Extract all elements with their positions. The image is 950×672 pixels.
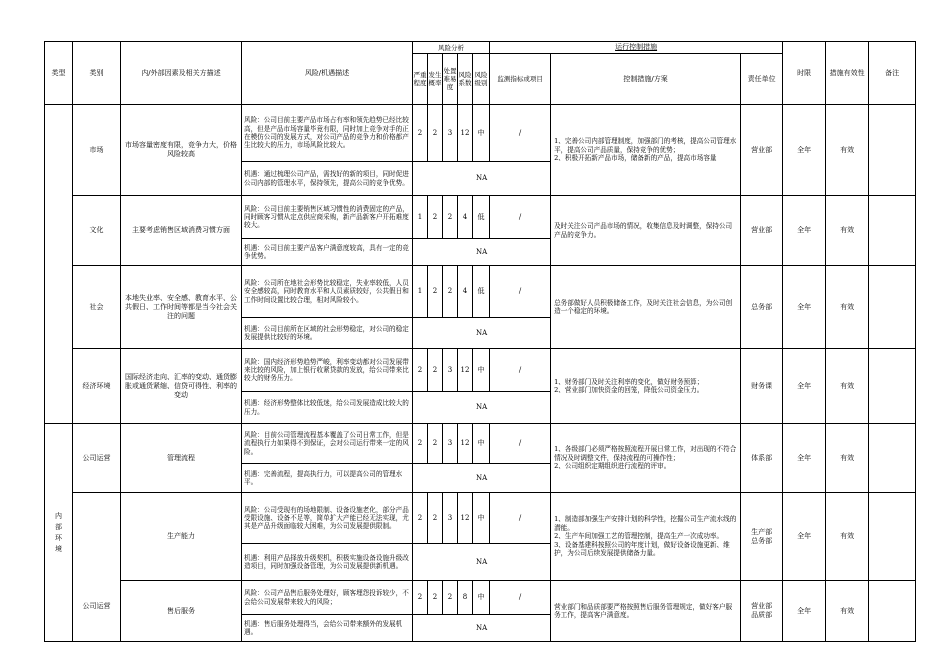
severity-cell: 2 (413, 581, 428, 615)
level-cell: 中 (473, 105, 490, 162)
factor-cell: 管理流程 (121, 424, 242, 493)
difficulty-cell: 2 (443, 581, 458, 615)
na-cell: NA (413, 162, 551, 196)
type-cell-internal: 内部环境 (45, 424, 73, 642)
risk-cell: 风险：公司目前主要销售区域习惯性的消费固定的产品，同时顾客习惯从定点供应商采购，新产品新客户开拓难度较大。 (242, 196, 413, 239)
probability-cell: 2 (428, 424, 443, 464)
opportunity-cell: 机遇：售后服务处理得当，会给公司带来额外的发展机遇。 (242, 615, 413, 642)
header-unit: 责任单位 (741, 54, 783, 105)
table-row (45, 493, 916, 544)
level-cell: 中 (473, 349, 490, 392)
level-cell: 中 (473, 493, 490, 544)
effectiveness-cell: 有效 (826, 266, 869, 349)
period-cell: 全年 (783, 424, 826, 493)
header-severity: 严重程度 (413, 54, 428, 105)
measures-cell: 营业部门和品质部要严格按照售后服务管理规定，做好客户服务工作，提高客户满意度。 (551, 581, 741, 642)
measures-cell: 1、各级部门必须严格按照流程开展日常工作，对出现的不符合情况及时调整文件，保持流程的可操作性； 2、公司组织定期组织进行流程的评审。 (551, 424, 741, 493)
factor-cell: 售后服务 (121, 581, 242, 642)
measures-cell: 1、财务部门及时关注利率的变化，做好财务预算； 2、营业部门加快资金的回笼，降低公司资金压力。 (551, 349, 741, 424)
opportunity-cell: 机遇：完善流程，提高执行力，可以提高公司的管理水平。 (242, 464, 413, 493)
level-cell: 中 (473, 424, 490, 464)
unit-cell: 总务部 (741, 266, 783, 349)
measures-cell: 总务部做好人员积极储备工作，及时关注社会信息，为公司创造一个稳定的环境。 (551, 266, 741, 349)
coefficient-cell: 12 (458, 105, 473, 162)
header-level: 风险级别 (473, 54, 490, 105)
period-cell: 全年 (783, 105, 826, 196)
header-remark: 备注 (869, 42, 916, 105)
category-cell: 经济环境 (73, 349, 121, 424)
period-cell: 全年 (783, 266, 826, 349)
coefficient-cell: 12 (458, 424, 473, 464)
na-cell: NA (413, 464, 551, 493)
opportunity-cell: 机遇：公司目前所在区域的社会形势稳定，对公司的稳定发展提供比较好的环境。 (242, 318, 413, 349)
monitor-cell: / (490, 424, 551, 464)
probability-cell: 2 (428, 196, 443, 239)
remark-cell (869, 493, 916, 581)
category-cell: 文化 (73, 196, 121, 266)
remark-cell (869, 349, 916, 424)
severity-cell: 2 (413, 493, 428, 544)
opportunity-cell: 机遇：通过梳理公司产品，需找好的新的项目，同时促进公司内部的管理水平，保持领先，提高公司的竞争优势。 (242, 162, 413, 196)
risk-cell: 风险：目前公司管理流程基本覆盖了公司日常工作，但是流程执行力如果得不到保证，会对公司运行带来一定的风险。 (242, 424, 413, 464)
header-factors: 内/外部因素及相关方描述 (121, 42, 242, 105)
table-row (45, 581, 916, 615)
difficulty-cell: 3 (443, 349, 458, 392)
factor-cell: 市场容量密度有限，竞争力大，价格风险较高 (121, 105, 242, 196)
monitor-cell: / (490, 266, 551, 318)
unit-cell: 营业部 品质部 (741, 581, 783, 642)
header-risk-desc: 风险/机遇描述 (242, 42, 413, 105)
severity-cell: 2 (413, 105, 428, 162)
na-cell: NA (413, 544, 551, 581)
coefficient-cell: 4 (458, 266, 473, 318)
period-cell: 全年 (783, 581, 826, 642)
opportunity-cell: 机遇：经济形势整体比较低迷，给公司发展造成比较大的压力。 (242, 392, 413, 424)
table-row (45, 196, 916, 239)
na-cell: NA (413, 392, 551, 424)
monitor-cell: / (490, 581, 551, 615)
opportunity-cell: 机遇：公司目前主要产品客户满意度较高，具有一定的竞争优势。 (242, 239, 413, 266)
difficulty-cell: 3 (443, 105, 458, 162)
table-row (45, 424, 916, 464)
category-cell: 公司运营 (73, 424, 121, 493)
unit-cell: 财务课 (741, 349, 783, 424)
header-coefficient: 风险系数 (458, 54, 473, 105)
period-cell: 全年 (783, 349, 826, 424)
header-monitor: 监测指标或项目 (490, 54, 551, 105)
monitor-cell: / (490, 105, 551, 162)
probability-cell: 2 (428, 493, 443, 544)
unit-cell: 体系部 (741, 424, 783, 493)
risk-cell: 风险：公司所在地社会形势比较稳定，失业率较低，人员安全感较高，同时教育水平和人员素质较好，公共假日和工作时间设置比较合理，相对风险较小。 (242, 266, 413, 318)
coefficient-cell: 4 (458, 196, 473, 239)
header-type: 类型 (45, 42, 73, 105)
effectiveness-cell: 有效 (826, 493, 869, 581)
unit-cell: 营业部 (741, 196, 783, 266)
header-control-group: 运行控制措施 (490, 42, 783, 54)
monitor-cell: / (490, 349, 551, 392)
level-cell: 低 (473, 266, 490, 318)
risk-cell: 风险：公司受现有的场地限制、设备设施老化，部分产品受限设施、设备不足等，简单扩大产能已经无法实现，尤其是产品升级面临较大困难，为公司发展提供限制。 (242, 493, 413, 544)
table-row (45, 266, 916, 318)
severity-cell: 1 (413, 196, 428, 239)
difficulty-cell: 3 (443, 424, 458, 464)
risk-table-sheet (44, 41, 915, 642)
effectiveness-cell: 有效 (826, 349, 869, 424)
header-measures: 控制措施/方案 (551, 54, 741, 105)
probability-cell: 2 (428, 581, 443, 615)
type-cell-external (45, 105, 73, 424)
header-period: 时限 (783, 42, 826, 105)
header-probability: 发生概率 (428, 54, 443, 105)
na-cell: NA (413, 239, 551, 266)
probability-cell: 2 (428, 266, 443, 318)
severity-cell: 1 (413, 266, 428, 318)
table-row (45, 349, 916, 392)
na-cell: NA (413, 615, 551, 642)
table-row (45, 105, 916, 162)
risk-control-table (44, 41, 916, 642)
opportunity-cell: 机遇：利用产品择放升级契机，积极实施设备设施升级改造项目，同时加强设备管理，为公司发展提供新机遇。 (242, 544, 413, 581)
probability-cell: 2 (428, 349, 443, 392)
coefficient-cell: 12 (458, 493, 473, 544)
risk-cell: 风险：公司目前主要产品市场占有率和领先趋势已经比较高，但是产品市场容量毕竟有限，同时加上竞争对手的正在模仿公司的发展方式，对公司产品的竞争力和价格都产生比较大的压力，市场风险比较大。 (242, 105, 413, 162)
difficulty-cell: 3 (443, 493, 458, 544)
difficulty-cell: 2 (443, 266, 458, 318)
remark-cell (869, 196, 916, 266)
effectiveness-cell: 有效 (826, 581, 869, 642)
measures-cell: 及时关注公司产品市场的情况，收集信息及时调整，保持公司产品的竞争力。 (551, 196, 741, 266)
difficulty-cell: 2 (443, 196, 458, 239)
category-cell: 公司运营 (73, 493, 121, 642)
period-cell: 全年 (783, 493, 826, 581)
header-effectiveness: 措施有效性 (826, 42, 869, 105)
coefficient-cell: 12 (458, 349, 473, 392)
header-difficulty: 处置难易度 (443, 54, 458, 105)
measures-cell: 1、完善公司内部管理制度，加强部门的考核，提高公司管理水平，提高公司产品质量，保持竞争的优势； 2、积极开拓新产品市场，储备新的产品，提高市场容量 (551, 105, 741, 196)
na-cell: NA (413, 318, 551, 349)
factor-cell: 主要考虑销售区域消费习惯方面 (121, 196, 242, 266)
measures-cell: 1、制造部加强生产安排计划的科学性，挖掘公司生产流水线的潜能。 2、生产车间加强工艺的管理控制，提高生产一次成功率。 3、设备基建科按照公司的年度计划，做好设备设施更新、维护，为公司后续发展提供储备力量。 (551, 493, 741, 581)
category-cell: 市场 (73, 105, 121, 196)
effectiveness-cell: 有效 (826, 424, 869, 493)
header-analysis-group: 风险分析 (413, 42, 490, 54)
severity-cell: 2 (413, 349, 428, 392)
factor-cell: 本地失业率、安全感、教育水平、公共假日、工作时间等都是当今社会关注的问题 (121, 266, 242, 349)
remark-cell (869, 266, 916, 349)
unit-cell: 生产部 总务部 (741, 493, 783, 581)
level-cell: 中 (473, 581, 490, 615)
effectiveness-cell: 有效 (826, 105, 869, 196)
unit-cell: 营业部 (741, 105, 783, 196)
risk-cell: 风险：国内经济形势趋势严峻，利率变动都对公司发展带来比较的风险，加上银行收紧贷款的发放，给公司带来比较大的财务压力。 (242, 349, 413, 392)
remark-cell (869, 105, 916, 196)
factor-cell: 国际经济走向、汇率的变动、通货膨胀或通货紧缩、信贷可得性、利率的变动 (121, 349, 242, 424)
level-cell: 低 (473, 196, 490, 239)
category-cell: 社会 (73, 266, 121, 349)
coefficient-cell: 8 (458, 581, 473, 615)
monitor-cell: / (490, 493, 551, 544)
risk-cell: 风险：公司产品售后服务处理好，顾客埋怨投诉较少，不会给公司发展带来较大的风险； (242, 581, 413, 615)
factor-cell: 生产能力 (121, 493, 242, 581)
header-category: 类别 (73, 42, 121, 105)
probability-cell: 2 (428, 105, 443, 162)
remark-cell (869, 424, 916, 493)
remark-cell (869, 581, 916, 642)
period-cell: 全年 (783, 196, 826, 266)
effectiveness-cell: 有效 (826, 196, 869, 266)
severity-cell: 2 (413, 424, 428, 464)
monitor-cell: / (490, 196, 551, 239)
